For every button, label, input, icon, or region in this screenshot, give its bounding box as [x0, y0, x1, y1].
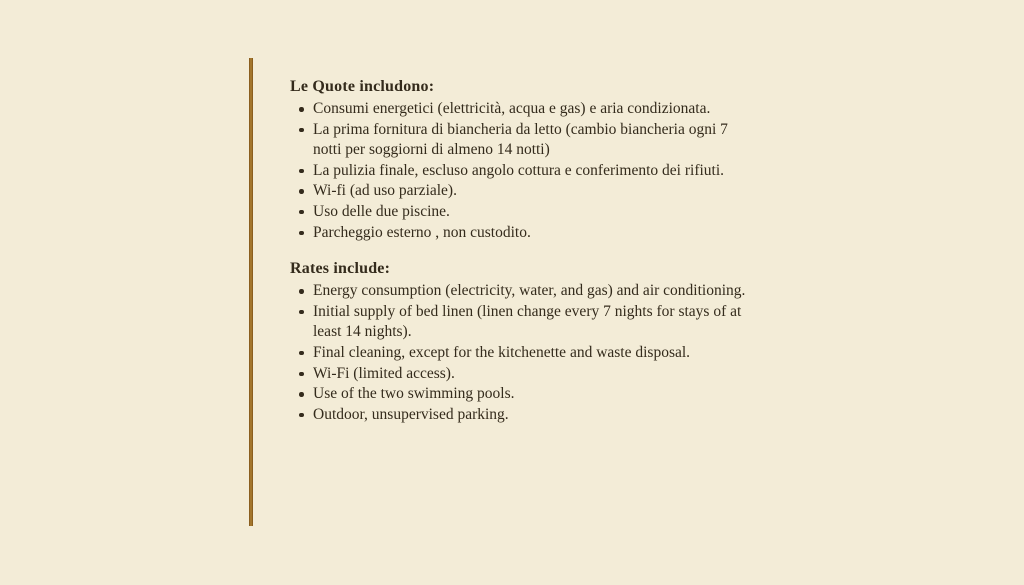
list-item: La prima fornitura di biancheria da letto (cambio biancheria ogni 7 notti per soggiorni di almeno 14 notti) — [313, 120, 748, 161]
list-item: Wi-Fi (limited access). — [313, 364, 748, 385]
section-quote-italian — [290, 76, 748, 243]
list-english — [290, 281, 748, 425]
list-item: Wi-fi (ad uso parziale). — [313, 181, 748, 202]
list-item: Uso delle due piscine. — [313, 202, 748, 223]
list-item: La pulizia finale, escluso angolo cottura e conferimento dei rifiuti. — [313, 161, 748, 182]
vertical-accent-rule — [249, 58, 253, 526]
section-rates-english — [290, 258, 748, 425]
list-italian — [290, 99, 748, 243]
list-item: Outdoor, unsupervised parking. — [313, 405, 748, 426]
content-block — [290, 76, 748, 440]
section-heading-italian: Le Quote includono: — [290, 78, 435, 95]
list-item: Consumi energetici (elettricità, acqua e gas) e aria condizionata. — [313, 99, 748, 120]
list-item: Parcheggio esterno , non custodito. — [313, 223, 748, 244]
list-item: Energy consumption (electricity, water, and gas) and air conditioning. — [313, 281, 748, 302]
list-item: Use of the two swimming pools. — [313, 384, 748, 405]
list-item: Final cleaning, except for the kitchenette and waste disposal. — [313, 343, 748, 364]
section-heading-english: Rates include: — [290, 260, 391, 278]
list-item: Initial supply of bed linen (linen change every 7 nights for stays of at least 14 nights). — [313, 302, 748, 343]
